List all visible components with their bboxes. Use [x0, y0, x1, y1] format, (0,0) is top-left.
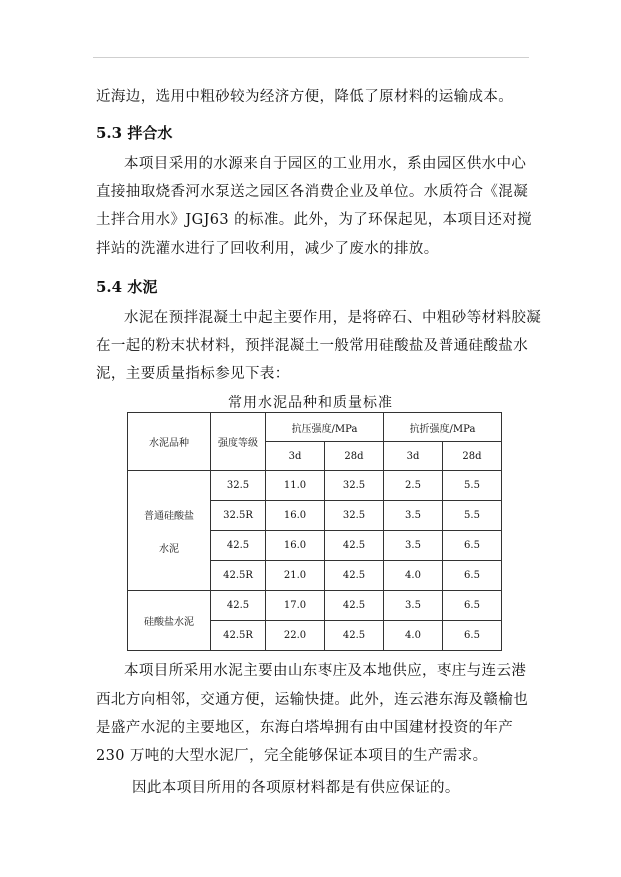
table-cell: 4.0	[384, 561, 443, 591]
header-variety: 水泥品种	[128, 413, 211, 471]
header-compressive: 抗压强度/MPa	[266, 413, 384, 442]
table-cell: 42.5R	[211, 621, 266, 651]
table-cell: 3.5	[384, 531, 443, 561]
header-flexural-28d: 28d	[443, 442, 502, 471]
variety-ordinary-portland	[128, 471, 211, 591]
table-cell: 32.5R	[211, 501, 266, 531]
table-cell: 11.0	[266, 471, 325, 501]
variety-label-line: 水泥	[159, 543, 179, 555]
paragraph-line: 因此本项目所用的各项原材料都是有供应保证的。	[132, 780, 460, 796]
section-heading-5-4: 5.4 水泥	[96, 278, 158, 296]
table-cell: 42.5	[211, 531, 266, 561]
table-cell: 42.5R	[211, 561, 266, 591]
paragraph-line: 本项目所采用水泥主要由山东枣庄及本地供应，枣庄与连云港	[124, 663, 527, 679]
paragraph-line: 230 万吨的大型水泥厂，完全能够保证本项目的生产需求。	[96, 748, 488, 764]
table-cell: 2.5	[384, 471, 443, 501]
table-cell: 16.0	[266, 531, 325, 561]
table-row	[128, 471, 502, 501]
table-row	[128, 591, 502, 621]
paragraph-line: 是盛产水泥的主要地区，东海白塔埠拥有由中国建材投资的年产	[96, 720, 514, 736]
table-cell: 3.5	[384, 591, 443, 621]
paragraph-line: 拌站的洗灌水进行了回收利用，减少了废水的排放。	[96, 241, 439, 257]
table-cell: 32.5	[325, 471, 384, 501]
table-cell: 42.5	[211, 591, 266, 621]
table-cell: 6.5	[443, 531, 502, 561]
variety-label-line: 普通硅酸盐	[144, 510, 194, 522]
paragraph-line: 近海边，选用中粗砂较为经济方便，降低了原材料的运输成本。	[96, 89, 514, 105]
paragraph-line: 直接抽取烧香河水泵送之园区各消费企业及单位。水质符合《混凝	[96, 184, 529, 200]
table-cell: 5.5	[443, 501, 502, 531]
table-cell: 42.5	[325, 621, 384, 651]
paragraph-line: 本项目采用的水源来自于园区的工业用水，系由园区供水中心	[124, 156, 527, 172]
table-cell: 32.5	[325, 501, 384, 531]
header-grade: 强度等级	[211, 413, 266, 471]
paragraph-line: 土拌合用水》JGJ63 的标准。此外，为了环保起见，本项目还对搅	[96, 212, 533, 228]
table-cell: 3.5	[384, 501, 443, 531]
paragraph-line: 西北方向相邻，交通方便，运输快捷。此外，连云港东海及赣榆也	[96, 692, 529, 708]
cement-quality-table	[127, 412, 502, 651]
header-rule	[93, 57, 529, 58]
header-flexural: 抗折强度/MPa	[384, 413, 502, 442]
table-cell: 17.0	[266, 591, 325, 621]
table-cell: 32.5	[211, 471, 266, 501]
table-cell: 42.5	[325, 591, 384, 621]
paragraph-line: 在一起的粉末状材料，预拌混凝土一般常用硅酸盐及普通硅酸盐水	[96, 338, 529, 354]
section-heading-5-3: 5.3 拌合水	[96, 124, 173, 142]
table-cell: 22.0	[266, 621, 325, 651]
table-cell: 6.5	[443, 621, 502, 651]
header-compressive-3d: 3d	[266, 442, 325, 471]
table-cell: 5.5	[443, 471, 502, 501]
table-cell: 42.5	[325, 561, 384, 591]
header-flexural-3d: 3d	[384, 442, 443, 471]
table-cell: 42.5	[325, 531, 384, 561]
variety-portland: 硅酸盐水泥	[128, 591, 211, 651]
paragraph-line: 泥，主要质量指标参见下表：	[96, 366, 290, 382]
table-cell: 4.0	[384, 621, 443, 651]
table-cell: 6.5	[443, 561, 502, 591]
table-cell: 21.0	[266, 561, 325, 591]
paragraph-line: 水泥在预拌混凝土中起主要作用，是将碎石、中粗砂等材料胶凝	[124, 310, 542, 326]
table-cell: 6.5	[443, 591, 502, 621]
table-cell: 16.0	[266, 501, 325, 531]
header-compressive-28d: 28d	[325, 442, 384, 471]
table-caption: 常用水泥品种和质量标准	[228, 395, 393, 411]
